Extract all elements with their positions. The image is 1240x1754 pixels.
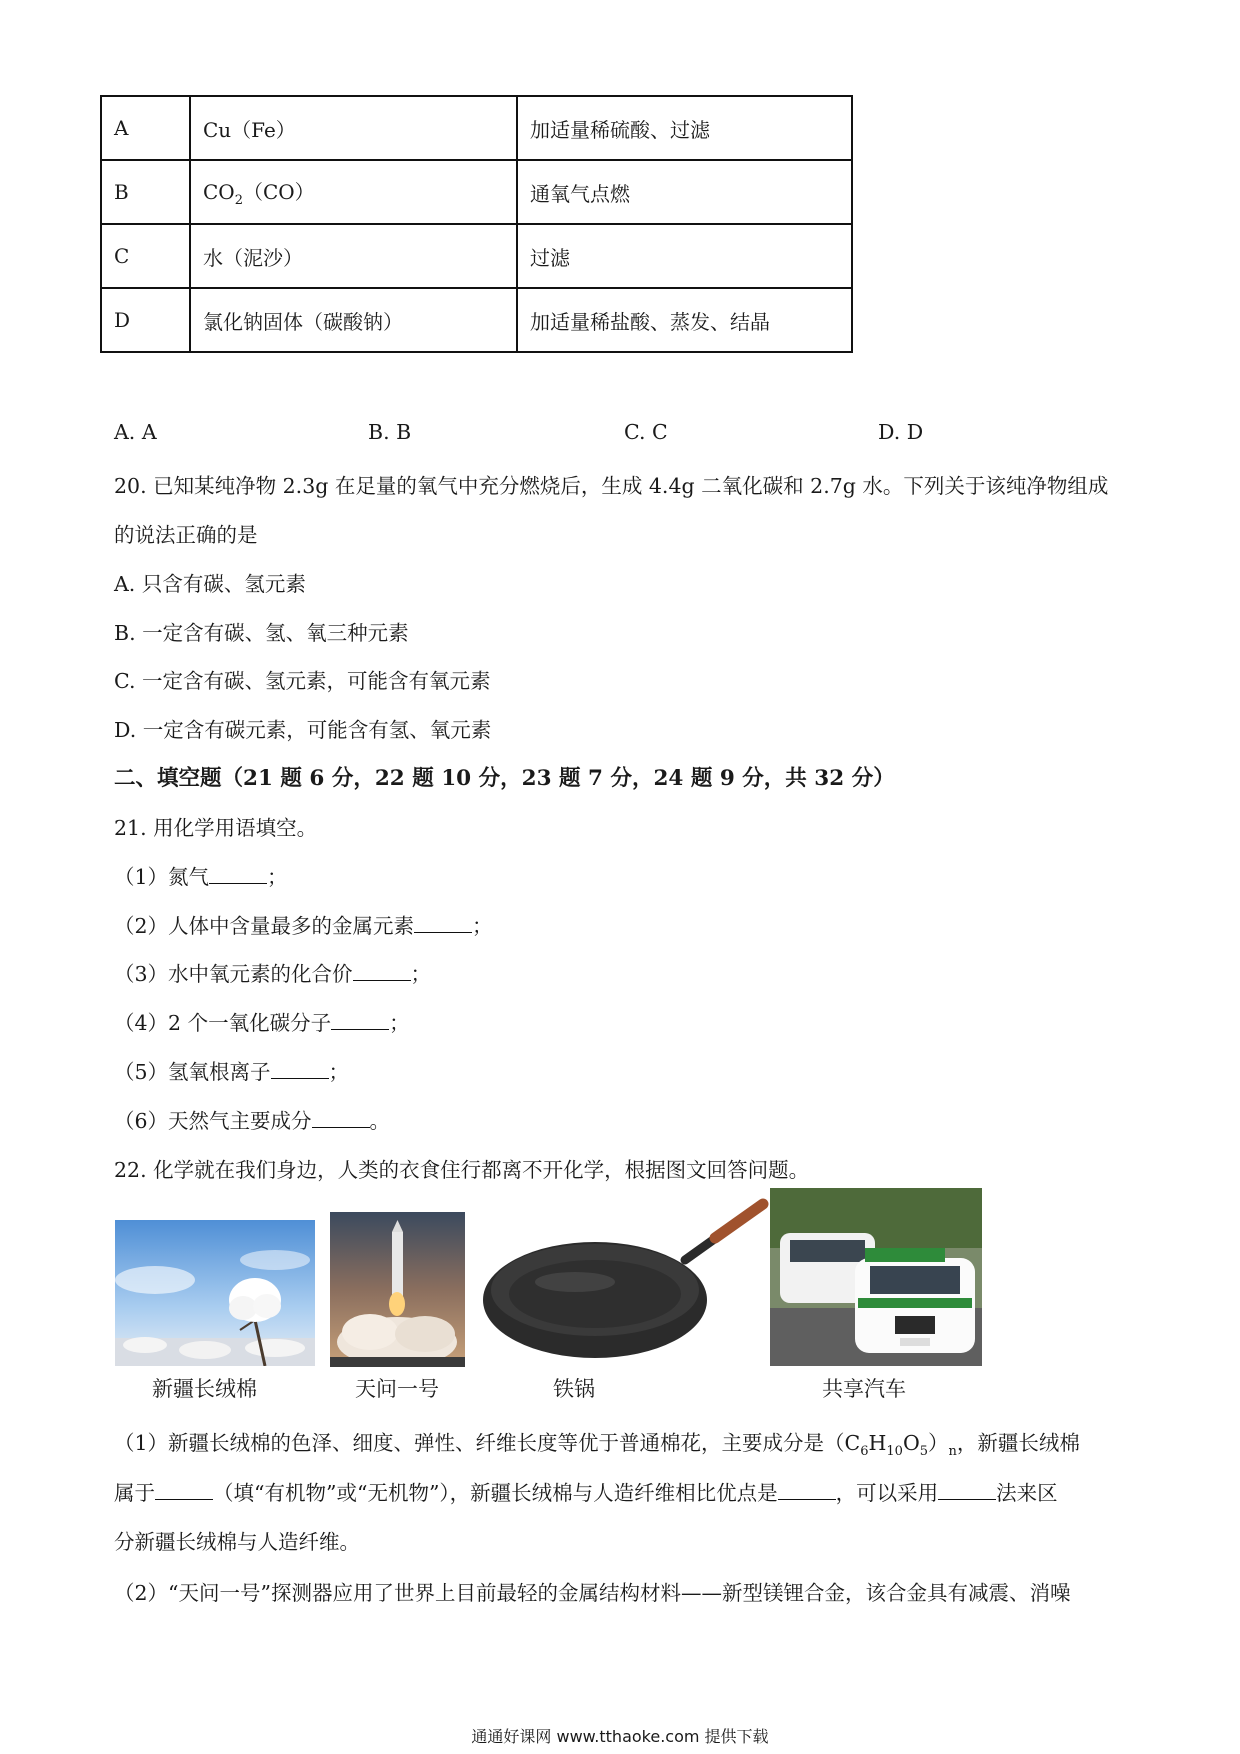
q22-part1-line1	[114, 1426, 1080, 1459]
row-method: 加适量稀硫酸、过滤	[517, 96, 852, 160]
q20-stem-line2: 的说法正确的是	[114, 523, 258, 547]
q21-item-4	[114, 1006, 410, 1036]
q21-item-text: （3）水中氧元素的化合价	[114, 962, 353, 986]
q21-item-3	[114, 957, 431, 987]
q21-item-text: （4）2 个一氧化碳分子	[114, 1011, 332, 1035]
q21-item-end: ；	[267, 865, 288, 889]
answer-blank[interactable]	[331, 1009, 389, 1031]
table-row	[101, 96, 852, 160]
q21-item-text: （6）天然气主要成分	[114, 1109, 312, 1133]
q20-option-a[interactable]: A. 只含有碳、氢元素	[114, 572, 306, 596]
text: ，可以采用	[835, 1481, 939, 1505]
answer-blank[interactable]	[312, 1107, 370, 1129]
q21-item-end: ；	[328, 1060, 350, 1084]
answer-blank[interactable]	[353, 960, 411, 982]
section-title: 二、填空题（21 题 6 分，22 题 10 分，23 题 7 分，24 题 9 分，共 32 分）	[114, 766, 895, 791]
row-method: 过滤	[517, 224, 852, 288]
text: O	[902, 1431, 920, 1455]
text: ）	[928, 1431, 949, 1455]
row-substance: Cu（Fe）	[190, 96, 517, 160]
row-label: A	[101, 96, 190, 160]
q20-option-d[interactable]: D. 一定含有碳元素，可能含有氢、氧元素	[114, 718, 492, 742]
q20-option-c[interactable]: C. 一定含有碳、氢元素，可能含有氧元素	[114, 669, 491, 693]
text: （1）新疆长绒棉的色泽、细度、弹性、纤维长度等优于普通棉花，主要成分是（C	[114, 1431, 861, 1455]
text: ，新疆长绒棉	[956, 1431, 1080, 1455]
q22-part1-line3: 分新疆长绒棉与人造纤维。	[114, 1530, 360, 1554]
row-label: C	[101, 224, 190, 288]
answer-blank[interactable]	[271, 1058, 329, 1080]
q22-part2-line1: （2）“天问一号”探测器应用了世界上目前最轻的金属结构材料——新型镁锂合金，该合金具有减震、消噪	[114, 1581, 1071, 1605]
formula-subscript: n	[948, 1444, 957, 1460]
answer-blank[interactable]	[778, 1479, 836, 1501]
answer-blank[interactable]	[938, 1479, 996, 1501]
iron-wok-image	[475, 1190, 770, 1368]
q20-option-b[interactable]: B. 一定含有碳、氢、氧三种元素	[114, 621, 409, 645]
row-substance	[190, 160, 517, 224]
row-method: 通氧气点燃	[517, 160, 852, 224]
formula-subscript: 2	[234, 193, 243, 208]
answer-blank[interactable]	[209, 863, 267, 885]
q22-stem: 22. 化学就在我们身边，人类的衣食住行都离不开化学，根据图文回答问题。	[114, 1158, 810, 1182]
shared-cars-image	[770, 1188, 982, 1366]
answer-blank[interactable]	[414, 912, 472, 934]
q21-item-end: ；	[410, 962, 432, 986]
formula-subscript: 10	[886, 1444, 903, 1460]
text: 法来区	[996, 1481, 1058, 1505]
q21-item-text: （5）氢氧根离子	[114, 1060, 271, 1084]
caption-rocket: 天问一号	[355, 1377, 439, 1401]
q19-option-a[interactable]: A. A	[114, 420, 157, 444]
q21-item-1	[114, 860, 288, 890]
row-substance: 水（泥沙）	[190, 224, 517, 288]
q21-item-5	[114, 1055, 349, 1085]
row-label: D	[101, 288, 190, 352]
q19-option-d[interactable]: D. D	[878, 420, 924, 444]
q21-stem: 21. 用化学用语填空。	[114, 816, 318, 840]
text: （填“有机物”或“无机物”），新疆长绒棉与人造纤维相比优点是	[213, 1481, 778, 1505]
options-table	[100, 95, 853, 353]
q21-item-end: ；	[389, 1011, 410, 1035]
q20-stem-line1: 20. 已知某纯净物 2.3g 在足量的氧气中充分燃烧后，生成 4.4g 二氧化碳和 2.7g 水。下列关于该纯净物组成	[114, 474, 1109, 498]
cotton-image	[115, 1220, 315, 1366]
table-row	[101, 224, 852, 288]
q21-item-text: （1）氮气	[114, 865, 210, 889]
q21-item-end: ；	[472, 914, 493, 938]
q21-item-end: 。	[369, 1109, 391, 1133]
page-footer: 通通好课网 www.tthaoke.com 提供下载	[471, 1727, 769, 1746]
formula-main: CO	[203, 180, 235, 204]
row-method: 加适量稀盐酸、蒸发、结晶	[517, 288, 852, 352]
formula-subscript: 6	[860, 1444, 869, 1460]
q21-item-text: （2）人体中含量最多的金属元素	[114, 914, 415, 938]
q19-option-b[interactable]: B. B	[368, 420, 412, 444]
q19-option-c[interactable]: C. C	[624, 420, 668, 444]
caption-cotton: 新疆长绒棉	[152, 1377, 257, 1401]
q22-part1-line2	[114, 1476, 1058, 1506]
answer-blank[interactable]	[155, 1479, 213, 1501]
table-row	[101, 288, 852, 352]
q21-item-2	[114, 909, 493, 939]
rocket-launch-image	[330, 1212, 465, 1367]
row-substance: 氯化钠固体（碳酸钠）	[190, 288, 517, 352]
text: 属于	[114, 1481, 155, 1505]
formula-rest: （CO）	[242, 180, 315, 204]
row-label: B	[101, 160, 190, 224]
table-row	[101, 160, 852, 224]
formula-subscript: 5	[919, 1444, 929, 1460]
text: H	[868, 1431, 887, 1455]
caption-cars: 共享汽车	[822, 1377, 906, 1401]
q21-item-6	[114, 1104, 390, 1134]
caption-wok: 铁锅	[553, 1377, 595, 1401]
